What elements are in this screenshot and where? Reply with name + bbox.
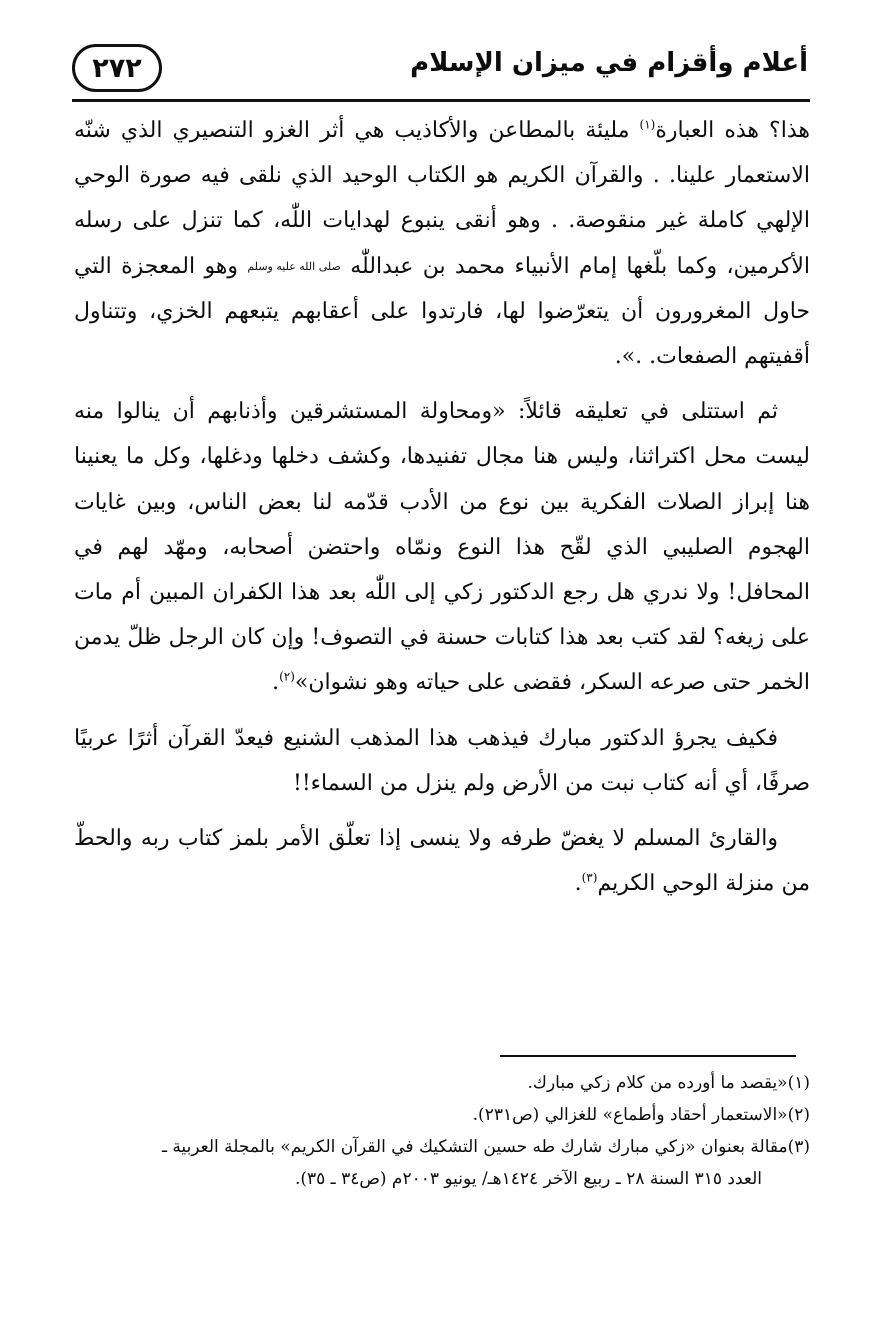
paragraph-4-text-a: والقارئ المسلم لا يغضّ طرفه ولا ينسى إذا تعلّق الأمر بلمز كتاب ربه والحطّ من منزلة الوحي الكريم <box>74 826 810 897</box>
paragraph-1-text-a: هذا؟ هذه العبارة <box>655 118 810 143</box>
footnote-3: (٣)مقالة بعنوان «زكي مبارك شارك طه حسين التشكيك في القرآن الكريم» بالمجلة العربية ـ <box>161 1137 810 1157</box>
header-rule <box>72 99 810 102</box>
footnote-ref-3: (٣) <box>581 870 598 885</box>
page-number-badge <box>72 44 162 92</box>
page-header <box>72 42 810 98</box>
main-text <box>74 108 810 906</box>
paragraph-3: فكيف يجرؤ الدكتور مبارك فيذهب هذا المذهب الشنيع فيعدّ القرآن أثرًا عربيًا صرفًا، أي أنه كتاب نبت من الأرض ولم ينزل من السماء!! <box>74 725 810 796</box>
footnote-ref-2: (٢) <box>279 670 295 685</box>
paragraph-2-text-b: . <box>272 670 280 696</box>
footnote-separator <box>500 1055 796 1057</box>
footnote-1: (١)«يقصد ما أورده من كلام زكي مبارك. <box>527 1073 810 1093</box>
page-number: ٢٧٢ <box>92 52 142 84</box>
running-title: أعلام وأقزام في ميزان الإسلام <box>410 48 808 78</box>
paragraph-2 <box>74 389 810 705</box>
paragraph-4-text-b: . <box>574 871 582 897</box>
footnotes <box>74 1067 810 1195</box>
paragraph-2-text-a: ثم استتلى في تعليقه قائلاً: «ومحاولة المستشرقين وأذنابهم أن ينالوا منه ليست محل اكتراثنا، وليس هنا مجال تفنيدها، وكشف دخلها ودغلها، وكل ما يعنينا هنا إبراز الصلات الفكرية بين نوع من الأدب قدّمه لنا بعض الناس، وبين غايات الهجوم الصليبي الذي لقّح هذا النوع ونمّاه واحتضن أصحابه، ومهّد لهم في المحافل! ولا ندري هل رجع الدكتور زكي إلى اللّٰه بعد هذا الكفران المبين أم مات على زيغه؟ لقد كتب بعد هذا كتابات حسنة في التصوف! وإن كان الرجل ظلّ يدمن الخمر حتى صرعه السكر، فقضى على حياته وهو نشوان» <box>74 399 810 696</box>
paragraph-4 <box>74 816 810 906</box>
paragraph-1 <box>74 108 810 379</box>
paragraph-1-text-c: وهو المعجزة التي حاول المغرورون أن يتعرّضوا لها، فارتدوا على أعقابهم يتبعهم الخزي، وتتناول أقفيتهم الصفعات. .». <box>74 253 810 370</box>
footnote-ref-1: (١) <box>639 117 656 132</box>
paragraph-1-text-b: مليئة بالمطاعن والأكاذيب هي أثر الغزو التنصيري الذي شنّه الاستعمار علينا. . والقرآن الكريم هو الكتاب الوحيد الذي نلقى فيه صورة الوحي الإلهي كاملة غير منقوصة. . وهو أنقى ينبوع لهدايات اللّٰه، كما تنزل على رسله الأكرمين، وكما بلّغها إمام الأنبياء محمد بن عبداللّٰه <box>74 118 810 279</box>
footnote-2: (٢)«الاستعمار أحقاد وأطماع» للغزالي (ص٢٣١). <box>472 1105 810 1125</box>
salawat-glyph: صلى الله عليه وسلم <box>247 260 341 274</box>
footnote-3-continuation: العدد ٣١٥ السنة ٢٨ ـ ربيع الآخر ١٤٢٤هـ/ يونيو ٢٠٠٣م (ص٣٤ ـ ٣٥). <box>294 1169 762 1189</box>
